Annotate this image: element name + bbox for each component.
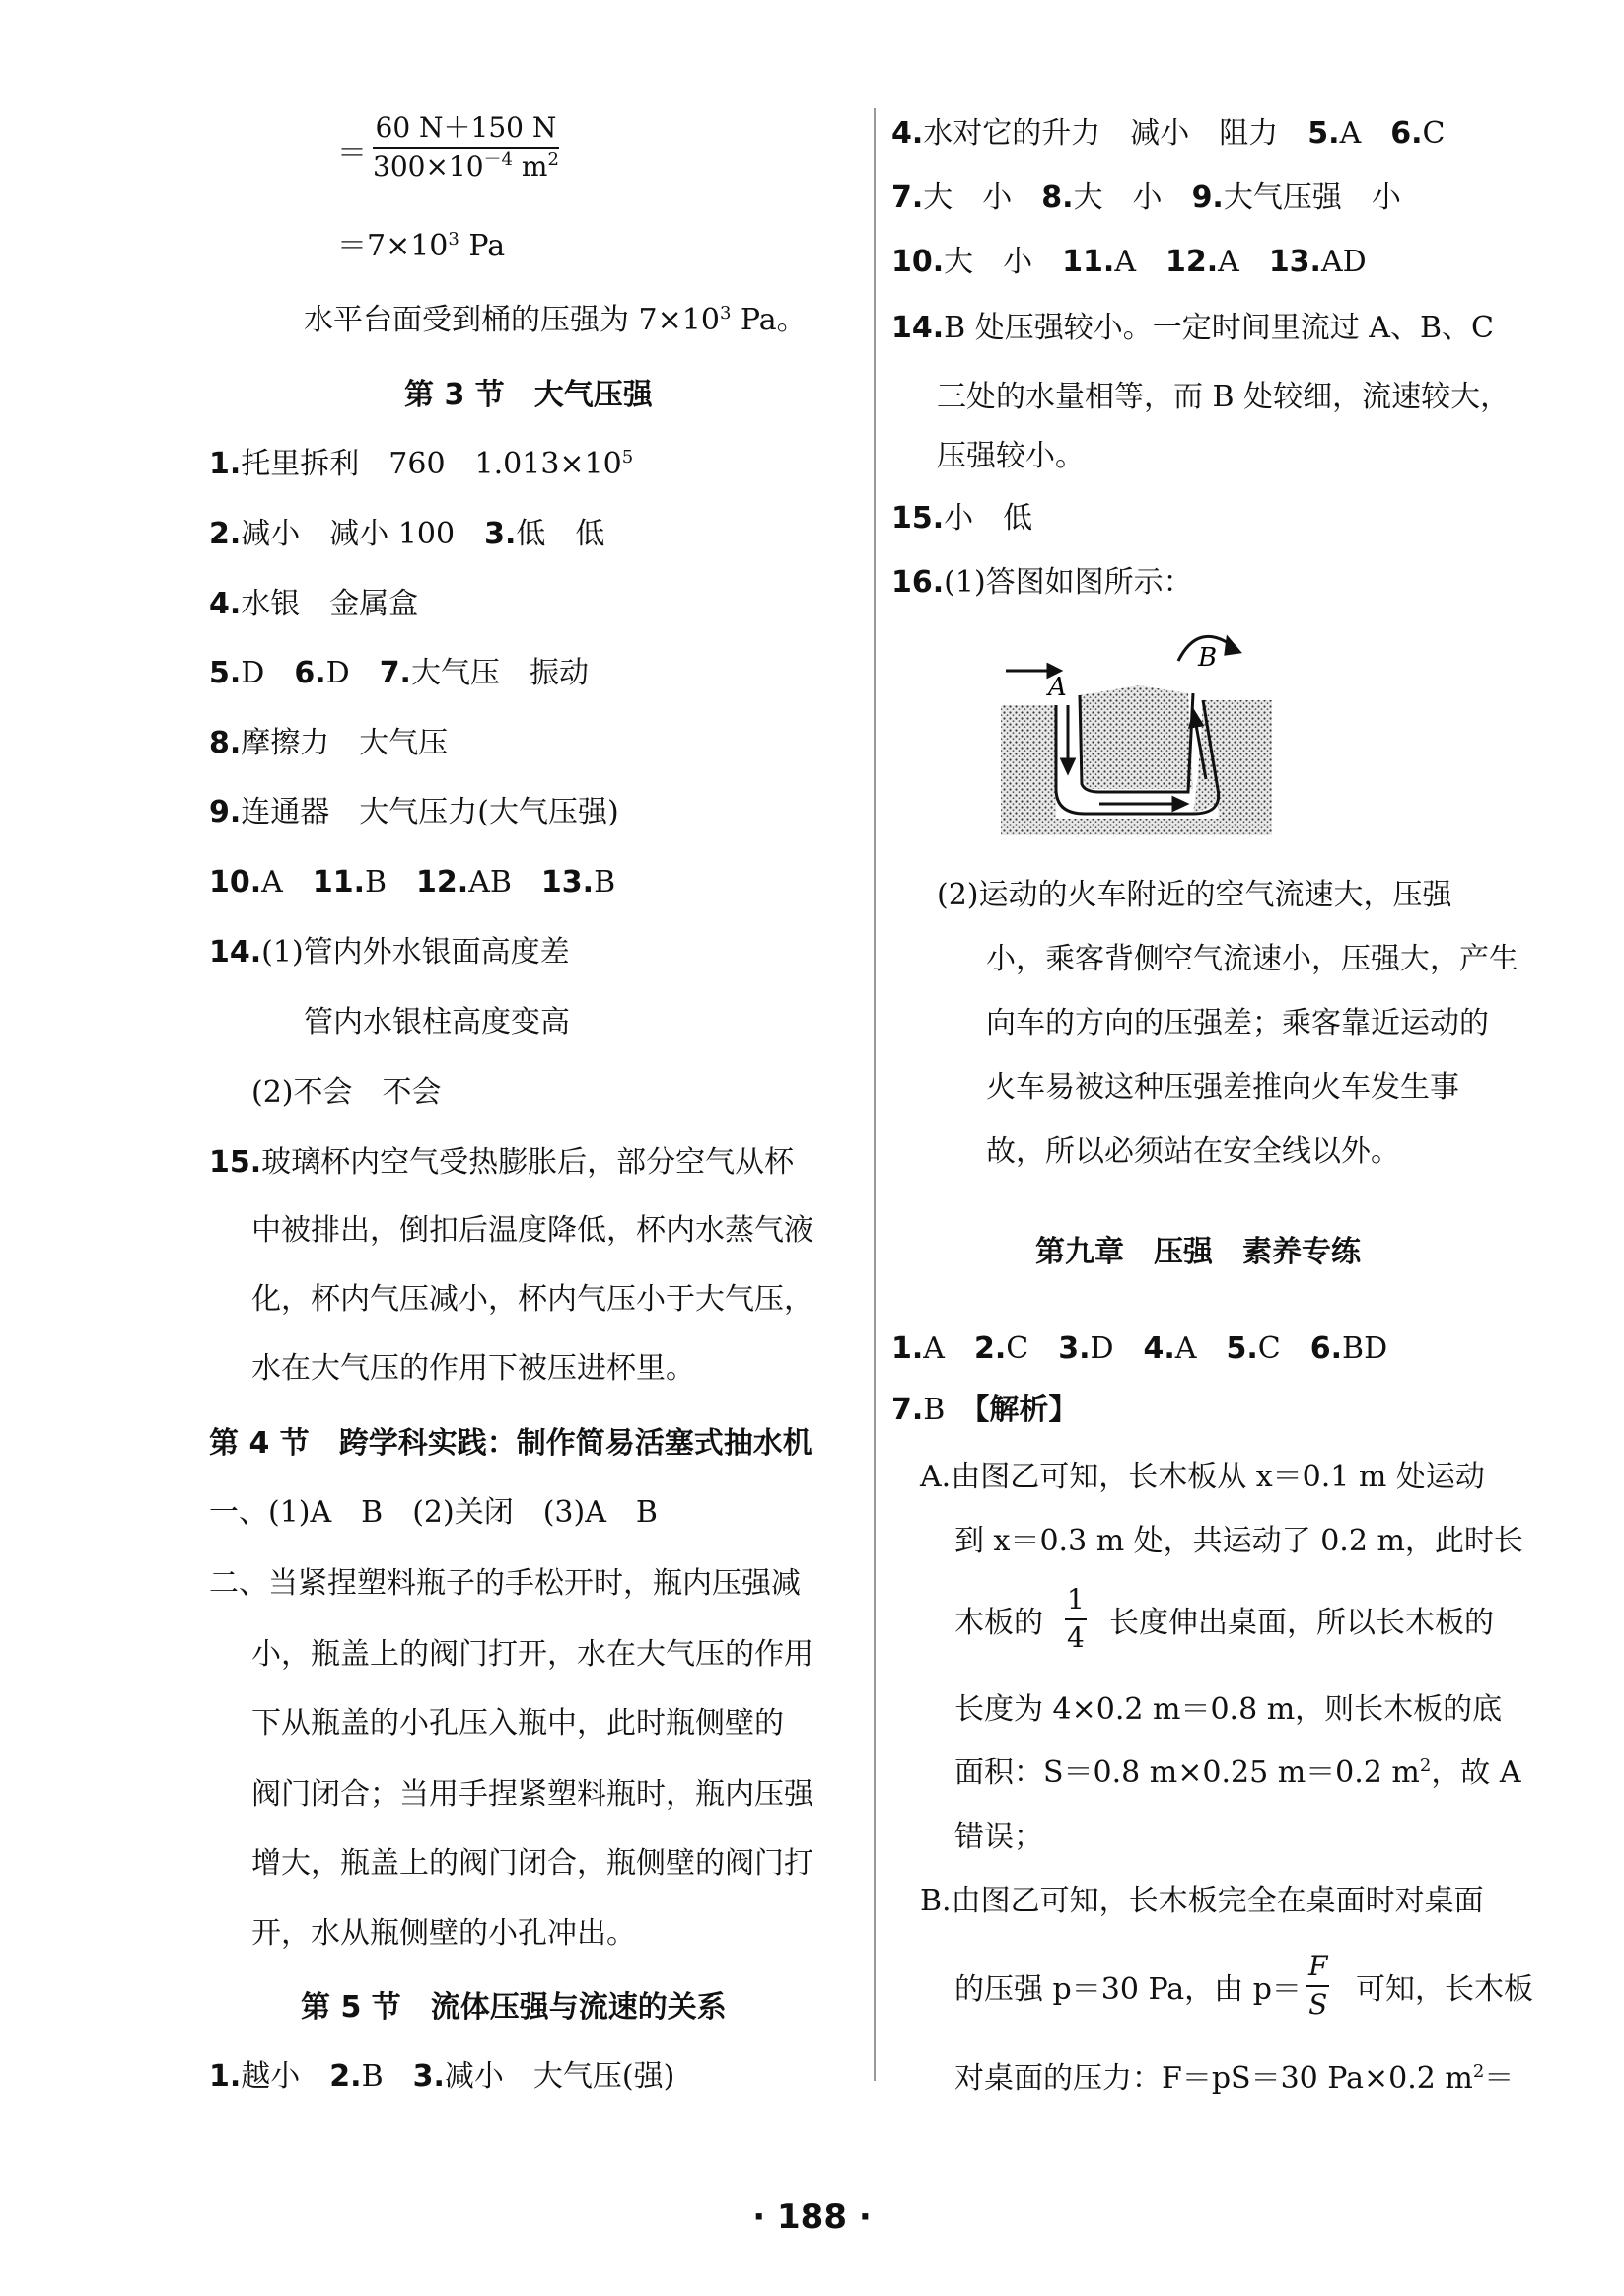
- analysis-a-line1: A.由图乙可知，长木板从 x＝0.1 m 处运动: [920, 1460, 1485, 1494]
- answer-r15: 15.小 低: [891, 501, 1033, 536]
- answer-r14-line2: 三处的水量相等，而 B 处较细，流速较大，: [937, 380, 1511, 414]
- section-4-part2-line6: 开，水从瓶侧壁的小孔冲出。: [251, 1916, 636, 1951]
- answer-1: 1.托里拆利 760 $1.013\times 10^5$: [209, 447, 634, 481]
- answer-r4-6: 4.水对它的升力 减小 阻力 5.A 6.C: [891, 116, 1446, 151]
- calc-numerator: 60 N＋150 N: [373, 110, 559, 149]
- answer-14-line2: 管内水银柱高度变高: [304, 1005, 570, 1040]
- ground-bottom: [1001, 819, 1272, 835]
- answer-10-13: 10.A 11.B 12.AB 13.B: [209, 865, 616, 899]
- answer-r7-9: 7.大 小 8.大 小 9.大气压强 小: [891, 180, 1401, 215]
- calc-fraction: [373, 110, 559, 183]
- section-4-part2-line4: 阀门闭合；当用手捏紧塑料瓶时，瓶内压强: [251, 1777, 813, 1812]
- calc-eq-sign: ＝: [337, 136, 367, 171]
- section-4-part1: 一、(1)A B (2)关闭 (3)A B: [209, 1495, 658, 1530]
- answer-r14-line1: 14.B 处压强较小。一定时间里流过 A、B、C: [891, 311, 1494, 345]
- chapter-9-answers-1-6: 1.A 2.C 3.D 4.A 5.C 6.BD: [891, 1331, 1388, 1366]
- fraction-one-quarter-num: 1: [1065, 1582, 1087, 1620]
- chapter-9-title: 第九章 压强 素养专练: [1035, 1235, 1361, 1269]
- section-4-title: 第 4 节 跨学科实践：制作简易活塞式抽水机: [209, 1426, 812, 1461]
- analysis-b-line1: B.由图乙可知，长木板完全在桌面时对桌面: [920, 1884, 1484, 1918]
- answer-r16-p2-line1: (2)运动的火车附近的空气流速大，压强: [937, 878, 1452, 912]
- answer-9: 9.连通器 大气压力(大气压强): [209, 795, 619, 829]
- analysis-b-line2b: 可知，长木板: [1356, 1973, 1533, 2007]
- chapter-9-answer-7: 7.B 【解析】: [891, 1393, 1079, 1427]
- fraction-f-over-s-den: S: [1308, 1988, 1328, 2021]
- page-number: · 188 ·: [752, 2197, 872, 2237]
- section-4-part2-line5: 增大，瓶盖上的阀门闭合，瓶侧壁的阀门打: [251, 1846, 813, 1881]
- column-divider: [874, 108, 876, 2081]
- answer-15-line3: 化，杯内气压减小，杯内气压小于大气压，: [251, 1282, 813, 1317]
- ground-middle: [1080, 685, 1193, 789]
- analysis-b-line2a: 的压强 p＝30 Pa，由 p＝: [954, 1973, 1302, 2007]
- figure-label-a: A: [1048, 673, 1067, 702]
- answer-r10-13: 10.大 小 11.A 12.A 13.AD: [891, 245, 1367, 279]
- section-5-title: 第 5 节 流体压强与流速的关系: [301, 1990, 727, 2025]
- analysis-a-line4: 长度为 4×0.2 m＝0.8 m，则长木板的底: [954, 1692, 1503, 1727]
- answer-14-line1: 14.(1)管内外水银面高度差: [209, 935, 570, 969]
- section-4-part2-line1: 二、当紧捏塑料瓶子的手松开时，瓶内压强减: [209, 1566, 801, 1601]
- answer-15-line4: 水在大气压的作用下被压进杯里。: [251, 1351, 695, 1386]
- answer-r16-p2-line4: 火车易被这种压强差推向火车发生事: [986, 1070, 1459, 1105]
- answer-4: 4.水银 金属盒: [209, 587, 419, 621]
- answer-r16-p2-line3: 向车的方向的压强差；乘客靠近运动的: [986, 1006, 1489, 1040]
- answer-r14-line3: 压强较小。: [937, 439, 1085, 473]
- answer-r16-p2-line2: 小，乘客背侧空气流速小，压强大，产生: [986, 942, 1518, 976]
- section-4-part2-line3: 下从瓶盖的小孔压入瓶中，此时瓶侧壁的: [251, 1706, 784, 1741]
- section-5-answers: 1.越小 2.B 3.减小 大气压(强): [209, 2059, 675, 2094]
- flow-diagram-figure: [991, 616, 1277, 838]
- section-4-part2-line2: 小，瓶盖上的阀门打开，水在大气压的作用: [251, 1637, 813, 1672]
- answer-8: 8.摩擦力 大气压: [209, 726, 449, 760]
- fraction-f-over-s: [1306, 1949, 1329, 2022]
- answer-15-line2: 中被排出，倒扣后温度降低，杯内水蒸气液: [251, 1213, 813, 1248]
- answer-r16-p2-line5: 故，所以必须站在安全线以外。: [986, 1134, 1400, 1169]
- figure-label-b: B: [1198, 643, 1218, 673]
- analysis-b-line3: 对桌面的压力：F＝pS＝30 Pa×0.2 $m^2=$: [954, 2061, 1515, 2096]
- calc-result: $=7\times 10^3$ Pa: [337, 229, 506, 263]
- analysis-a-line3b: 长度伸出桌面，所以长木板的: [1109, 1606, 1494, 1640]
- calc-denominator: $300\times 10^{-4}$ $m^2$: [373, 149, 559, 182]
- answer-14-line3: (2)不会 不会: [251, 1075, 442, 1110]
- section-3-title: 第 3 节 大气压强: [404, 378, 653, 412]
- answer-5-7: 5.D 6.D 7.大气压 振动: [209, 656, 589, 690]
- analysis-a-line5: 面积：S＝0.8 m×0.25 m＝0.2 $m^2$，故 A: [954, 1756, 1521, 1790]
- analysis-a-line6: 错误；: [954, 1820, 1043, 1854]
- fraction-f-over-s-num: F: [1306, 1949, 1329, 1987]
- answer-2-3: 2.减小 减小 100 3.低 低: [209, 517, 605, 551]
- answer-r16-line1: 16.(1)答图如图所示：: [891, 565, 1193, 600]
- answer-15-line1: 15.玻璃杯内空气受热膨胀后，部分空气从杯: [209, 1145, 795, 1180]
- fraction-one-quarter: [1065, 1582, 1087, 1655]
- calc-conclusion: 水平台面受到桶的压强为 $7\times 10^3$ Pa。: [304, 303, 807, 337]
- ground-left: [1001, 705, 1056, 833]
- fraction-one-quarter-den: 4: [1067, 1621, 1085, 1654]
- analysis-a-line3: 木板的: [954, 1606, 1043, 1640]
- analysis-a-line2: 到 x＝0.3 m 处，共运动了 0.2 m，此时长: [954, 1524, 1523, 1558]
